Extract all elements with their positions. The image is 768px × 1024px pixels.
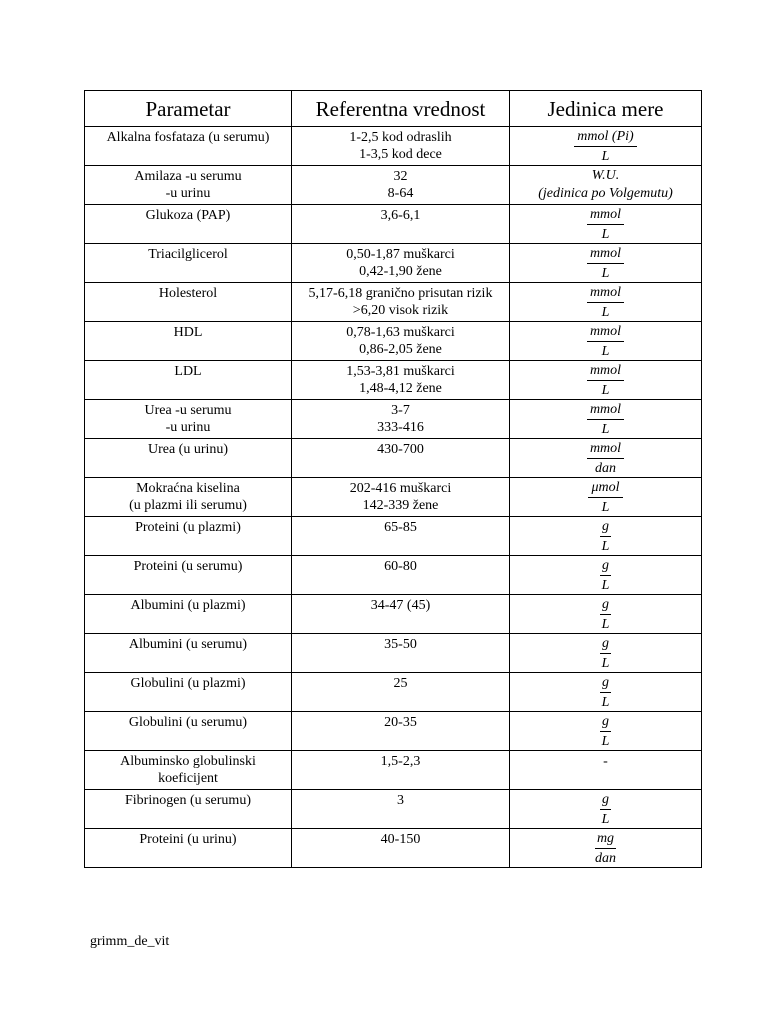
reference-value-cell [292,244,510,283]
parameter-cell [85,322,292,361]
reference-value-cell [292,751,510,790]
unit-denominator: L [601,422,610,437]
parameter-text: Triacilglicerol [148,247,228,262]
parameter-cell [85,205,292,244]
header-jedinica-mere: Jedinica mere [510,91,702,127]
unit-text: (jedinica po Volgemutu) [538,186,673,201]
reference-value-cell [292,673,510,712]
unit-numerator: g [600,558,611,576]
unit-denominator: L [601,344,610,359]
unit-denominator: L [601,500,610,515]
unit-cell [510,283,702,322]
parameter-text: -u urinu [165,420,211,435]
reference-value-text: 1,53-3,81 muškarci [346,364,455,379]
header-referentna-vrednost: Referentna vrednost [292,91,510,127]
unit-numerator: mg [595,831,616,849]
reference-value-text: 3 [397,793,404,808]
parameter-cell [85,829,292,868]
parameter-cell [85,400,292,439]
table-row [85,322,702,361]
reference-value-cell [292,166,510,205]
parameter-text: Albuminsko globulinski [120,754,256,769]
unit-text: W.U. [591,168,620,183]
reference-value-cell [292,478,510,517]
unit-fraction [600,636,611,672]
reference-value-text: 20-35 [384,715,417,730]
table-row [85,244,702,283]
parameter-text: Proteini (u urinu) [139,832,237,847]
reference-value-text: >6,20 visok rizik [352,303,449,318]
parameter-text: Holesterol [158,286,218,301]
parameter-cell [85,595,292,634]
unit-fraction [587,207,624,243]
reference-value-text: 3,6-6,1 [380,208,421,223]
parameter-cell [85,712,292,751]
parameter-text: Glukoza (PAP) [145,208,231,223]
parameter-text: Albumini (u serumu) [128,637,248,652]
unit-denominator: L [601,383,610,398]
reference-value-text: 202-416 muškarci [349,481,452,496]
unit-fraction [587,285,624,321]
unit-denominator: L [601,617,610,632]
reference-value-cell [292,517,510,556]
reference-value-cell [292,556,510,595]
unit-cell [510,127,702,166]
unit-fraction [587,441,624,477]
reference-value-cell [292,205,510,244]
unit-denominator: L [601,656,610,671]
parameter-cell [85,634,292,673]
unit-numerator: g [600,519,611,537]
table-row [85,400,702,439]
unit-cell [510,556,702,595]
parameter-text: Mokraćna kiselina [136,481,240,496]
footer-signature: grimm_de_vit [90,934,170,949]
reference-value-cell [292,127,510,166]
unit-fraction [587,324,624,360]
reference-value-text: 34-47 (45) [370,598,431,613]
unit-cell [510,673,702,712]
unit-text: - [603,754,608,769]
reference-value-cell [292,829,510,868]
unit-denominator: dan [595,851,616,866]
table-row [85,166,702,205]
unit-cell [510,439,702,478]
unit-fraction [588,480,622,516]
unit-denominator: L [601,227,610,242]
parameter-cell [85,673,292,712]
reference-value-text: 32 [393,169,408,184]
unit-cell [510,478,702,517]
table-row [85,751,702,790]
unit-numerator: g [600,675,611,693]
table-row [85,439,702,478]
table-row [85,361,702,400]
parameter-text: (u plazmi ili serumu) [129,498,247,513]
reference-value-text: 5,17-6,18 granično prisutan rizik [308,286,493,301]
table-row [85,127,702,166]
unit-cell [510,751,702,790]
parameter-text: Proteini (u serumu) [133,559,243,574]
unit-fraction [587,402,624,438]
table-row [85,829,702,868]
unit-fraction [587,363,624,399]
unit-denominator: L [601,266,610,281]
reference-value-cell [292,400,510,439]
unit-cell [510,829,702,868]
unit-cell [510,322,702,361]
reference-value-text: 0,78-1,63 muškarci [346,325,455,340]
unit-numerator: mmol [587,402,624,420]
reference-value-text: 1,48-4,12 žene [359,381,442,396]
parameter-cell [85,361,292,400]
unit-fraction [600,519,611,555]
unit-denominator: L [601,539,610,554]
unit-cell [510,166,702,205]
reference-value-text: 142-339 žene [362,498,439,513]
unit-numerator: mmol [587,363,624,381]
table-row [85,634,702,673]
reference-value-text: 1-2,5 kod odraslih [349,130,452,145]
unit-denominator: L [601,812,610,827]
unit-numerator: mmol [587,207,624,225]
unit-cell [510,634,702,673]
parameter-text: -u urinu [165,186,211,201]
table-row [85,517,702,556]
reference-value-text: 8-64 [387,186,414,201]
unit-cell [510,712,702,751]
table-row [85,478,702,517]
parameter-text: Albumini (u plazmi) [130,598,246,613]
unit-denominator: dan [595,461,616,476]
parameter-cell [85,751,292,790]
table-row [85,790,702,829]
table-row [85,712,702,751]
unit-numerator: mmol (Pi) [574,129,636,147]
unit-fraction [600,558,611,594]
unit-cell [510,361,702,400]
reference-value-cell [292,712,510,751]
unit-denominator: L [601,578,610,593]
unit-numerator: μmol [588,480,622,498]
reference-value-text: 35-50 [384,637,417,652]
unit-denominator: L [601,149,610,164]
parameter-cell [85,244,292,283]
reference-value-cell [292,595,510,634]
reference-value-text: 25 [393,676,408,691]
reference-value-text: 1-3,5 kod dece [359,147,442,162]
unit-cell [510,790,702,829]
parameter-cell [85,478,292,517]
reference-value-text: 430-700 [377,442,424,457]
parameter-text: Proteini (u plazmi) [135,520,241,535]
reference-value-cell [292,634,510,673]
reference-value-text: 40-150 [380,832,421,847]
parameter-text: Fibrinogen (u serumu) [125,793,251,808]
reference-value-cell [292,322,510,361]
reference-value-text: 1,5-2,3 [380,754,421,769]
parameter-text: HDL [173,325,203,340]
unit-fraction [600,597,611,633]
table-body [85,127,702,868]
reference-value-cell [292,283,510,322]
table-row [85,283,702,322]
unit-numerator: mmol [587,246,624,264]
unit-cell [510,517,702,556]
table-header-row [85,91,702,127]
reference-value-text: 0,42-1,90 žene [359,264,442,279]
unit-fraction [600,675,611,711]
unit-denominator: L [601,695,610,710]
unit-fraction [595,831,616,867]
parameter-cell [85,439,292,478]
parameter-cell [85,127,292,166]
unit-numerator: g [600,792,611,810]
table-row [85,205,702,244]
unit-numerator: g [600,714,611,732]
unit-cell [510,595,702,634]
parameter-cell [85,283,292,322]
unit-cell [510,205,702,244]
parameter-text: Urea (u urinu) [147,442,229,457]
header-parametar: Parametar [85,91,292,127]
reference-value-text: 65-85 [384,520,417,535]
parameter-cell [85,517,292,556]
reference-value-cell [292,439,510,478]
reference-values-table [84,90,702,868]
unit-fraction [600,714,611,750]
parameter-text: Amilaza -u serumu [134,169,242,184]
reference-value-text: 0,50-1,87 muškarci [346,247,455,262]
parameter-cell [85,790,292,829]
unit-numerator: mmol [587,441,624,459]
reference-value-text: 0,86-2,05 žene [359,342,442,357]
reference-value-text: 333-416 [377,420,424,435]
unit-cell [510,400,702,439]
parameter-cell [85,166,292,205]
parameter-text: Alkalna fosfataza (u serumu) [106,130,270,145]
table-row [85,595,702,634]
unit-fraction [587,246,624,282]
parameter-text: koeficijent [158,771,218,786]
unit-fraction [600,792,611,828]
unit-numerator: g [600,597,611,615]
unit-numerator: mmol [587,324,624,342]
unit-denominator: L [601,734,610,749]
unit-fraction [574,129,636,165]
reference-value-cell [292,361,510,400]
parameter-text: Globulini (u plazmi) [130,676,246,691]
unit-numerator: g [600,636,611,654]
table-row [85,556,702,595]
unit-numerator: mmol [587,285,624,303]
unit-cell [510,244,702,283]
reference-value-text: 3-7 [391,403,410,418]
reference-value-cell [292,790,510,829]
unit-denominator: L [601,305,610,320]
reference-value-text: 60-80 [384,559,417,574]
parameter-text: Globulini (u serumu) [128,715,248,730]
parameter-text: Urea -u serumu [144,403,232,418]
parameter-text: LDL [174,364,202,379]
table-row [85,673,702,712]
parameter-cell [85,556,292,595]
